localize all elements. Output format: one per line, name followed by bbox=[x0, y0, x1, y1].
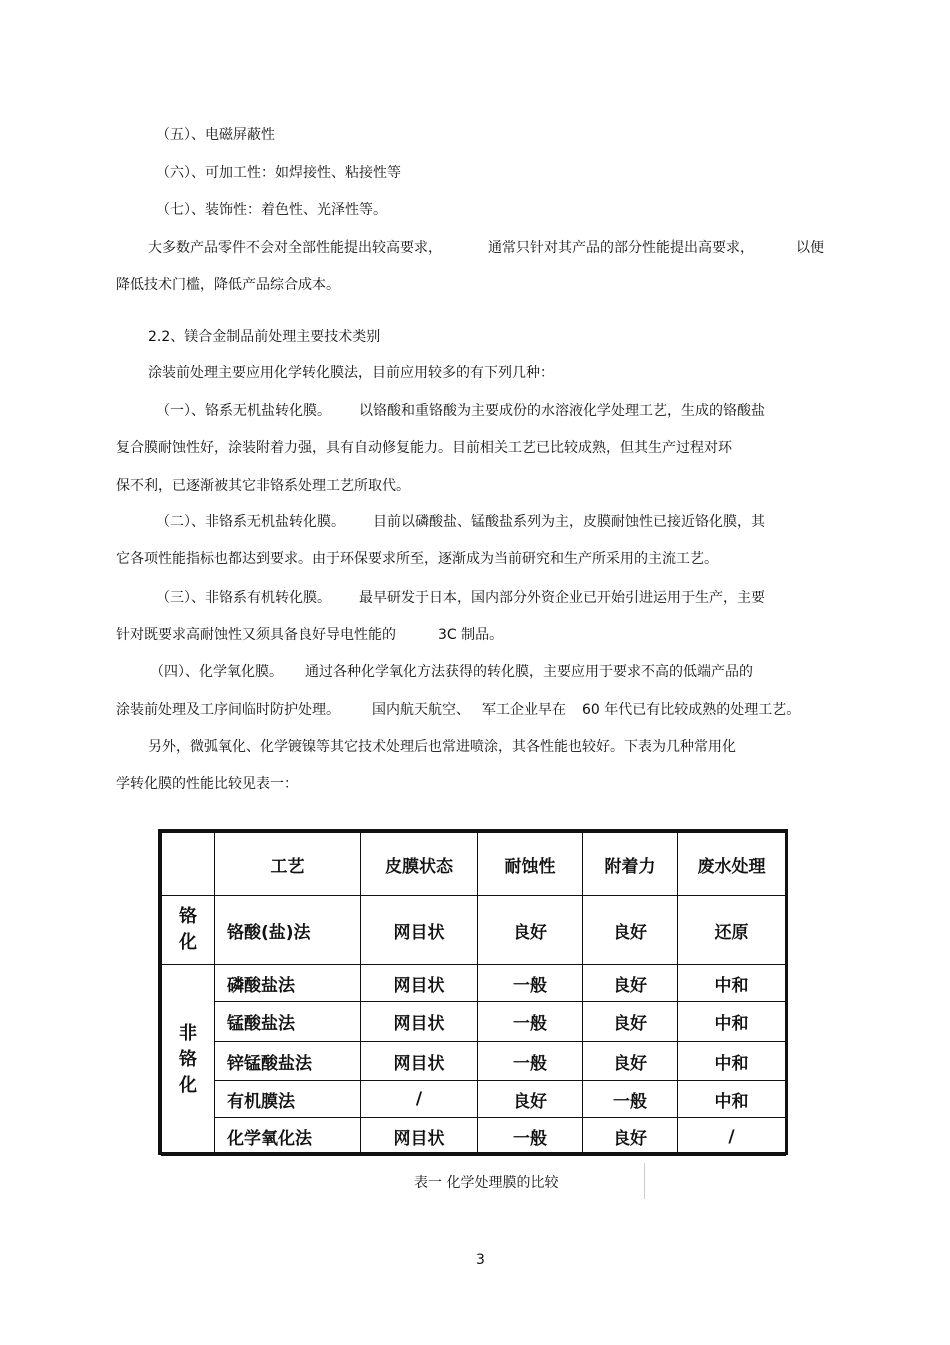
text-segment: 通常只针对其产品的部分性能提出高要求， bbox=[488, 240, 754, 256]
para-summary-line2: 降低技术门槛，降低产品综合成本。 bbox=[116, 277, 340, 293]
table-cell: 良好 bbox=[478, 1081, 583, 1118]
group-label-nonchrome: 非铬化 bbox=[162, 965, 215, 1156]
table-cell: 良好 bbox=[583, 1042, 678, 1081]
item-title: （一）、铬系无机盐转化膜。 bbox=[156, 403, 331, 419]
table-cell: 一般 bbox=[478, 1042, 583, 1081]
table-cell: 中和 bbox=[678, 1081, 786, 1118]
para-oxide-line1 bbox=[150, 663, 753, 681]
table-cell: 中和 bbox=[678, 1002, 786, 1042]
table-cell: 中和 bbox=[678, 965, 786, 1002]
table-caption: 表一 化学处理膜的比较 bbox=[414, 1175, 559, 1191]
table-cell: 网目状 bbox=[361, 1002, 478, 1042]
table-cell: / bbox=[678, 1118, 786, 1156]
para-organic-line2 bbox=[116, 626, 503, 644]
text-segment: 军工企业早在 bbox=[482, 702, 566, 718]
table-header-cell: 附着力 bbox=[583, 833, 678, 896]
para-nonchrome-line2: 它各项性能指标也都达到要求。由于环保要求所至，逐渐成为当前研究和生产所采用的主流工艺。 bbox=[116, 551, 718, 567]
table-header-cell bbox=[162, 833, 215, 896]
table-cell: 锌锰酸盐法 bbox=[215, 1042, 361, 1081]
text-segment: 针对既要求高耐蚀性又须具备良好导电性能的 bbox=[116, 627, 396, 643]
table-cell: 一般 bbox=[478, 1118, 583, 1156]
para-oxide-line2 bbox=[116, 701, 800, 719]
item-title: （四）、化学氧化膜。 bbox=[150, 664, 283, 680]
table-cell: 化学氧化法 bbox=[215, 1118, 361, 1156]
item-title: （三）、非铬系有机转化膜。 bbox=[156, 590, 331, 606]
table-header-cell: 工艺 bbox=[215, 833, 361, 896]
table-row bbox=[162, 1118, 786, 1156]
table-cell: 网目状 bbox=[361, 896, 478, 965]
table-row bbox=[162, 1081, 786, 1118]
table-cell: 一般 bbox=[478, 965, 583, 1002]
table-cell: 一般 bbox=[583, 1081, 678, 1118]
table-header-row bbox=[162, 833, 786, 896]
text-segment: 60 年代已有比较成熟的处理工艺。 bbox=[582, 702, 801, 718]
table-cell: 一般 bbox=[478, 1002, 583, 1042]
text-segment: 大多数产品零件不会对全部性能提出较高要求， bbox=[148, 240, 442, 256]
table-cell: 网目状 bbox=[361, 1042, 478, 1081]
table-cell: 良好 bbox=[583, 965, 678, 1002]
section-heading: 2.2、镁合金制品前处理主要技术类别 bbox=[148, 329, 381, 345]
para-other-line2: 学转化膜的性能比较见表一： bbox=[116, 776, 298, 792]
item-title: （二）、非铬系无机盐转化膜。 bbox=[156, 514, 345, 530]
table-row bbox=[162, 896, 786, 965]
para-nonchrome-line1 bbox=[156, 513, 765, 531]
table-cell: 良好 bbox=[478, 896, 583, 965]
table-cell: 铬酸(盐)法 bbox=[215, 896, 361, 965]
table-header-cell: 耐蚀性 bbox=[478, 833, 583, 896]
table-header-cell: 废水处理 bbox=[678, 833, 786, 896]
table-cell: 良好 bbox=[583, 1118, 678, 1156]
para-intro: 涂装前处理主要应用化学转化膜法，目前应用较多的有下列几种： bbox=[148, 365, 554, 381]
item-seven: （七）、装饰性：着色性、光泽性等。 bbox=[156, 202, 387, 218]
table-row bbox=[162, 1002, 786, 1042]
para-other-line1: 另外，微弧氧化、化学镀镍等其它技术处理后也常进喷涂，其各性能也较好。下表为几种常用化 bbox=[148, 739, 736, 755]
table-row bbox=[162, 965, 786, 1002]
table-cell: 磷酸盐法 bbox=[215, 965, 361, 1002]
text-segment: 通过各种化学氧化方法获得的转化膜，主要应用于要求不高的低端产品的 bbox=[305, 664, 753, 680]
table-row bbox=[162, 1042, 786, 1081]
item-five: （五）、电磁屏蔽性 bbox=[156, 127, 275, 143]
para-organic-line1 bbox=[156, 589, 765, 607]
item-six: （六）、可加工性：如焊接性、粘接性等 bbox=[156, 165, 401, 181]
table-cell: / bbox=[361, 1081, 478, 1118]
group-label-chrome: 铬化 bbox=[162, 896, 215, 965]
page-number: 3 bbox=[476, 1252, 485, 1268]
text-segment: 以便 bbox=[796, 240, 824, 256]
table-cell: 中和 bbox=[678, 1042, 786, 1081]
text-segment: 目前以磷酸盐、锰酸盐系列为主，皮膜耐蚀性已接近铬化膜，其 bbox=[373, 514, 765, 530]
text-segment: 3C 制品。 bbox=[438, 627, 504, 643]
table-cell: 网目状 bbox=[361, 1118, 478, 1156]
para-chrome-line3: 保不利，已逐渐被其它非铬系处理工艺所取代。 bbox=[116, 478, 410, 494]
table-cell: 良好 bbox=[583, 1002, 678, 1042]
text-segment: 最早研发于日本，国内部分外资企业已开始引进运用于生产，主要 bbox=[359, 590, 765, 606]
table-cell: 还原 bbox=[678, 896, 786, 965]
text-segment: 涂装前处理及工序间临时防护处理。 bbox=[116, 702, 340, 718]
table-header-cell: 皮膜状态 bbox=[361, 833, 478, 896]
text-segment: 国内航天航空、 bbox=[372, 702, 470, 718]
table-cell: 有机膜法 bbox=[215, 1081, 361, 1118]
text-segment: 以铬酸和重铬酸为主要成份的水溶液化学处理工艺，生成的铬酸盐 bbox=[359, 403, 765, 419]
table-cell: 网目状 bbox=[361, 965, 478, 1002]
para-summary-line1 bbox=[148, 239, 824, 257]
comparison-table bbox=[158, 829, 788, 1155]
para-chrome-line2: 复合膜耐蚀性好，涂装附着力强，具有自动修复能力。目前相关工艺已比较成熟，但其生产过程对环 bbox=[116, 440, 732, 456]
table-cell: 锰酸盐法 bbox=[215, 1002, 361, 1042]
para-chrome-line1 bbox=[156, 402, 765, 420]
table-cell: 良好 bbox=[583, 896, 678, 965]
